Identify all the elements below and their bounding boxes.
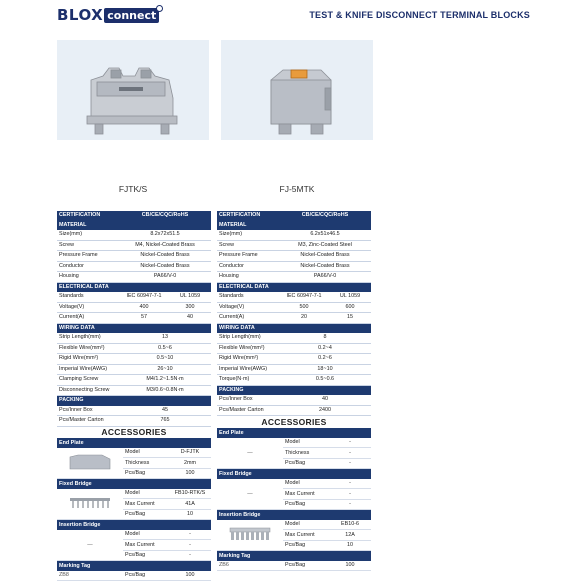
insertion-bridge-image xyxy=(217,520,283,551)
accessory-row: Max Current - xyxy=(217,489,371,500)
spec-table-fjtk xyxy=(57,211,211,427)
spec-row: Standards IEC 60947-7-1 UL 1059 xyxy=(217,292,371,302)
accessories-table-fj5mtk xyxy=(217,428,371,571)
spec-row: Imperial Wire(AWG) 18~10 xyxy=(217,364,371,375)
spec-row: Size(mm) 8.2x72x51.5 xyxy=(57,230,211,240)
page-title: TEST & KNIFE DISCONNECT TERMINAL BLOCKS xyxy=(309,10,530,20)
spec-row: Pcs/Master Carton 2400 xyxy=(217,405,371,416)
section-header: MATERIAL xyxy=(217,221,371,231)
spec-row: Housing PA66/V-0 xyxy=(57,272,211,283)
accessory-row: Model FB10-RTK/S xyxy=(57,489,211,499)
section-header: Insertion Bridge xyxy=(57,520,211,530)
product-name-fjtk: FJTK/S xyxy=(118,184,148,194)
section-header: End Plate xyxy=(217,428,371,438)
no-image-dash: — xyxy=(217,438,283,469)
spec-row: Conductor Nickel-Coated Brass xyxy=(217,261,371,272)
section-header: End Plate xyxy=(57,438,211,448)
accessory-row: ZB6 Pcs/Bag 100 xyxy=(217,561,371,571)
section-header: ELECTRICAL DATA xyxy=(57,282,211,292)
spec-row: Clamping Screw M4/1.2~1.5N·m xyxy=(57,375,211,386)
spec-row: Pressure Frame Nickel-Coated Brass xyxy=(217,251,371,262)
accessory-row: — Model - xyxy=(217,438,371,448)
spec-row: Imperial Wire(AWG) 26~10 xyxy=(57,364,211,375)
accessory-row: — Model - xyxy=(57,530,211,540)
section-header: WIRING DATA xyxy=(217,323,371,333)
accessory-row: Model EB10-6 xyxy=(217,520,371,530)
spec-row: Pcs/Inner Box 40 xyxy=(217,395,371,405)
section-header: Fixed Bridge xyxy=(217,469,371,479)
page-header xyxy=(0,0,580,30)
brand-suffix: connect xyxy=(104,8,159,23)
spec-row: Screw M3, Zinc-Coated Steel xyxy=(217,240,371,251)
fixed-bridge-image xyxy=(57,489,123,520)
accessory-row: Pcs/Bag - xyxy=(217,458,371,469)
accessory-row: Pcs/Bag 10 xyxy=(57,509,211,520)
section-header: Insertion Bridge xyxy=(217,510,371,520)
spec-row: Screw M4, Nickel-Coated Brass xyxy=(57,240,211,251)
accessory-row: Pcs/Bag - xyxy=(57,550,211,561)
no-image-dash: — xyxy=(57,530,123,561)
section-header: PACKING xyxy=(217,385,371,395)
section-header: Marking Tag xyxy=(217,551,371,561)
accessories-title: ACCESSORIES xyxy=(261,417,327,427)
spec-row: Disconnecting Screw M3/0.6~0.8N·m xyxy=(57,385,211,396)
product-photo-fj5mtk xyxy=(221,40,373,140)
spec-row: Standards IEC 60947-7-1 UL 1059 xyxy=(57,292,211,302)
section-header: Marking Tag xyxy=(57,561,211,571)
spec-row: Flexible Wire(mm²) 0.5~6 xyxy=(57,343,211,354)
accessories-table-fjtk xyxy=(57,438,211,581)
spec-row: Housing PA66/V-0 xyxy=(217,272,371,283)
accessory-row: Pcs/Bag - xyxy=(217,499,371,510)
section-header: WIRING DATA xyxy=(57,323,211,333)
brand-logo xyxy=(57,6,159,24)
accessory-row: ZB8 Pcs/Bag 100 xyxy=(57,571,211,581)
certification-row: CERTIFICATION CB/CE/CQC/RoHS xyxy=(57,211,211,221)
brand-name: BLOX xyxy=(57,6,104,24)
accessory-row: Max Current 41A xyxy=(57,499,211,510)
spec-row: Rigid Wire(mm²) 0.2~6 xyxy=(217,354,371,365)
spec-row: Pcs/Inner Box 45 xyxy=(57,406,211,416)
spec-table-fj5mtk xyxy=(217,211,371,416)
section-header: MATERIAL xyxy=(57,221,211,231)
product-name-fj5mtk: FJ-5MTK xyxy=(279,184,315,194)
accessory-row: Thickness - xyxy=(217,448,371,459)
certification-row: CERTIFICATION CB/CE/CQC/RoHS xyxy=(217,211,371,221)
spec-row: Flexible Wire(mm²) 0.2~4 xyxy=(217,343,371,354)
section-header: ELECTRICAL DATA xyxy=(217,282,371,292)
section-header: PACKING xyxy=(57,396,211,406)
product-photo-fjtk xyxy=(57,40,209,140)
no-image-dash: — xyxy=(217,479,283,510)
spec-row: Rigid Wire(mm²) 0.5~10 xyxy=(57,354,211,365)
accessory-row: Pcs/Bag 10 xyxy=(217,540,371,551)
section-header: Fixed Bridge xyxy=(57,479,211,489)
accessory-row: Pcs/Bag 100 xyxy=(57,468,211,479)
spec-row: Voltage(V) 500 600 xyxy=(217,302,371,313)
spec-row: Torque(N·m) 0.5~0.6 xyxy=(217,375,371,386)
accessory-row: Thickness 2mm xyxy=(57,458,211,469)
accessory-row: — Model - xyxy=(217,479,371,489)
spec-row: Size(mm) 6.2x51x46.5 xyxy=(217,230,371,240)
spec-row: Pcs/Master Carton 765 xyxy=(57,416,211,427)
accessory-row: Max Current 12A xyxy=(217,530,371,541)
accessory-row: Max Current - xyxy=(57,540,211,551)
spec-row: Strip Length(mm) 13 xyxy=(57,333,211,343)
spec-row: Strip Length(mm) 8 xyxy=(217,333,371,343)
accessories-title: ACCESSORIES xyxy=(101,427,167,437)
end-plate-image xyxy=(57,448,123,479)
accessory-row: Model D-FJTK xyxy=(57,448,211,458)
spec-row: Conductor Nickel-Coated Brass xyxy=(57,261,211,272)
spec-row: Voltage(V) 400 300 xyxy=(57,302,211,313)
spec-row: Current(A) 20 15 xyxy=(217,313,371,324)
spec-row: Pressure Frame Nickel-Coated Brass xyxy=(57,251,211,262)
spec-row: Current(A) 57 40 xyxy=(57,313,211,324)
